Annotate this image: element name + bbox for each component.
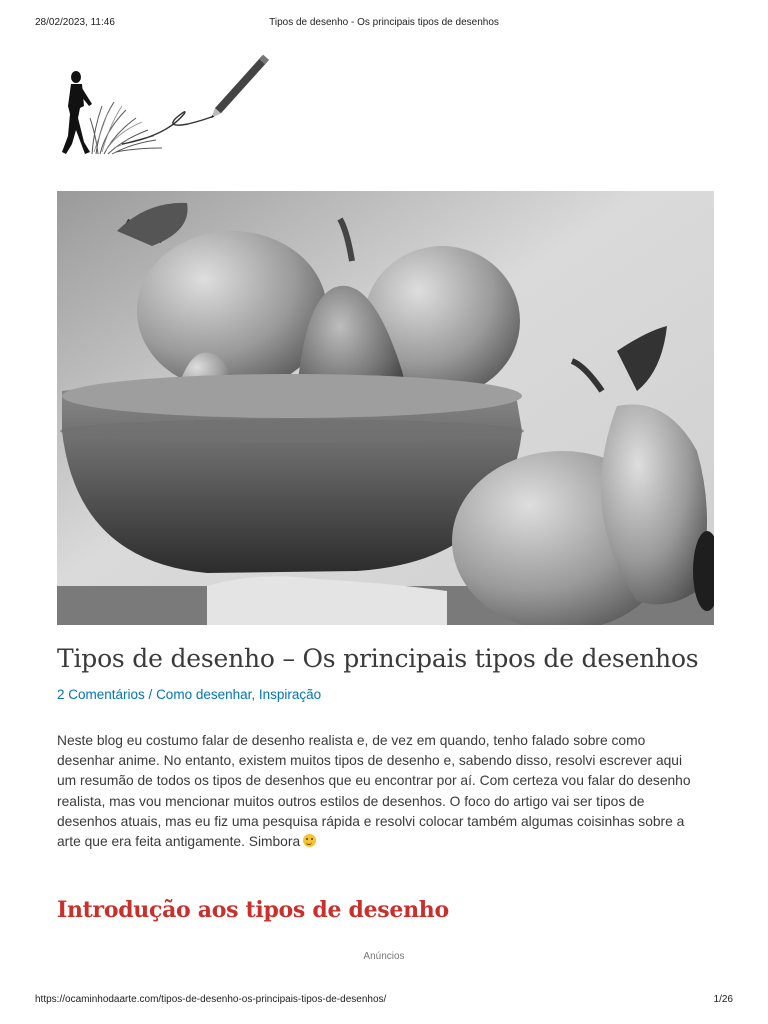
site-logo[interactable] bbox=[56, 44, 276, 166]
comments-link[interactable]: 2 Comentários bbox=[57, 687, 145, 702]
intro-text: Neste blog eu costumo falar de desenho realista e, de vez em quando, tenho falado sobre como desenhar anime. No entanto, existem muitos tipos de desenho e, sabendo disso, resolvi escrever aqui um resumão de todos os tipos de desenhos que eu encontrar por aí. Com certeza vou falar do desenho realista, mas vou mencionar muitos outros estilos de desenhos. O foco do artigo vai ser tipos de desenhos atuais, mas eu fiz uma pesquisa rápida e resolvi colocar também algumas coisinhas sobre a arte que era feita antigamente. Simbora bbox=[57, 733, 691, 850]
print-footer bbox=[0, 994, 768, 1008]
pears-drawing-image bbox=[57, 191, 714, 625]
print-datetime: 28/02/2023, 11:46 bbox=[35, 17, 115, 28]
print-url: https://ocaminhodaarte.com/tipos-de-desenho-os-principais-tipos-de-desenhos/ bbox=[35, 994, 387, 1005]
category-link-como-desenhar[interactable]: Como desenhar bbox=[156, 687, 252, 702]
ads-label: Anúncios bbox=[363, 951, 405, 962]
category-separator: , bbox=[251, 687, 259, 702]
category-link-inspiracao[interactable]: Inspiração bbox=[258, 687, 322, 702]
hero-image bbox=[57, 191, 714, 625]
print-page-number: 1/26 bbox=[713, 994, 733, 1005]
intro-paragraph bbox=[57, 731, 697, 852]
section-heading: Introdução aos tipos de desenho bbox=[57, 897, 449, 923]
print-page-title: Tipos de desenho - Os principais tipos de desenhos bbox=[269, 17, 499, 28]
walking-man-pencil-logo-icon bbox=[56, 44, 276, 166]
post-title: Tipos de desenho – Os principais tipos de desenhos bbox=[57, 644, 699, 673]
meta-separator: / bbox=[144, 687, 157, 702]
winking-face-icon bbox=[303, 834, 316, 847]
print-header bbox=[0, 17, 768, 31]
post-meta bbox=[57, 687, 321, 702]
